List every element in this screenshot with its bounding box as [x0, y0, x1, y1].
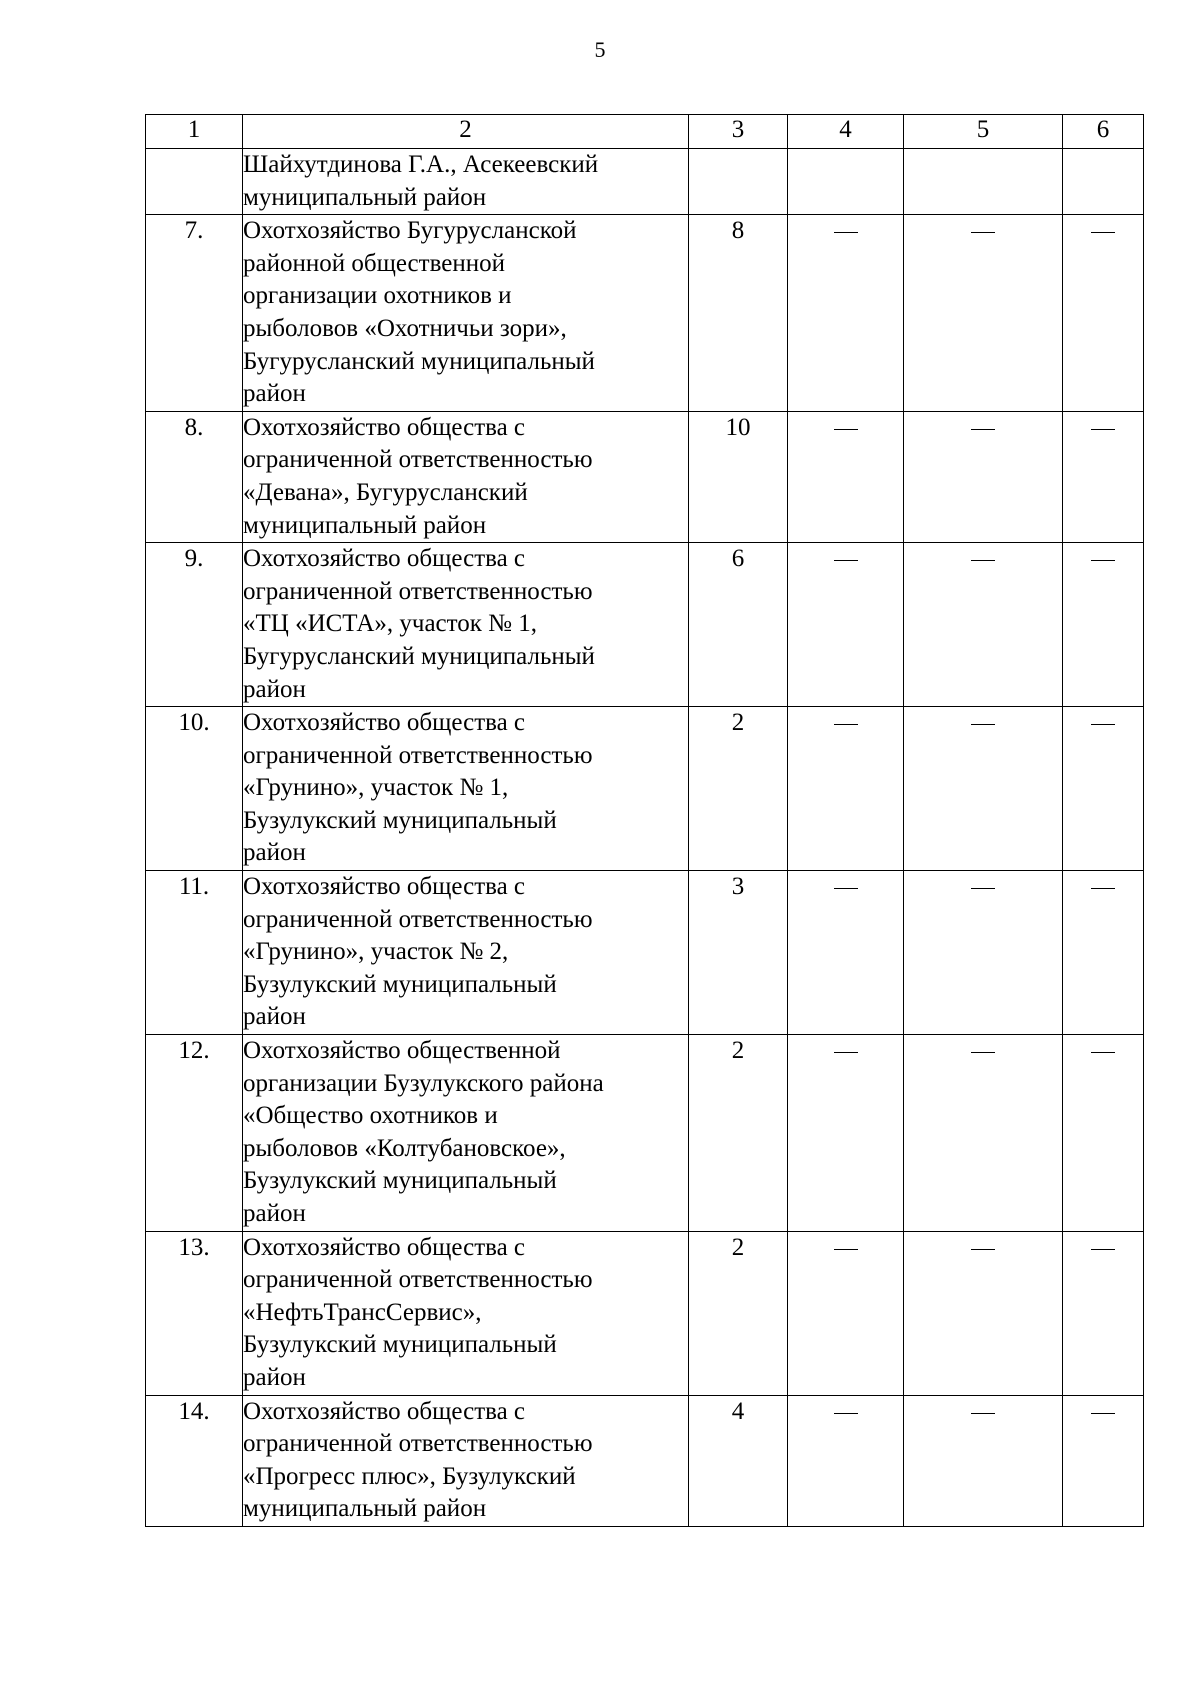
table-row	[146, 1035, 1144, 1232]
name-line: Бугурусланский муниципальный	[243, 347, 595, 375]
name-line: «Девана», Бугурусланский	[243, 478, 528, 506]
name-line: район	[243, 1003, 306, 1031]
col6-cell	[1063, 1395, 1144, 1526]
name-line: Бугурусланский муниципальный	[243, 642, 595, 670]
col4-cell	[788, 871, 904, 1035]
header-cell: 5	[904, 115, 1063, 149]
name-line: район	[243, 1200, 306, 1227]
row-number-cell: 10.	[146, 707, 243, 871]
col6-cell	[1063, 543, 1144, 707]
col5-cell	[904, 1395, 1063, 1526]
name-line: Бузулукский муниципальный	[243, 1331, 557, 1359]
header-cell: 3	[689, 115, 788, 149]
col4-cell	[788, 543, 904, 707]
table-header-row	[146, 115, 1144, 149]
name-line: Охотхозяйство Бугурусланской	[243, 217, 577, 245]
hunting-ground-name-cell	[243, 149, 689, 215]
name-line: организации охотников и	[243, 282, 512, 310]
row-number-cell: 9.	[146, 543, 243, 707]
col4-cell	[788, 1395, 904, 1526]
hunting-ground-name-cell	[243, 871, 689, 1035]
dash-mark	[971, 888, 995, 889]
table-row	[146, 707, 1144, 871]
header-cell: 6	[1063, 115, 1144, 149]
name-line: район	[243, 675, 306, 703]
name-line: ограниченной ответственностью	[243, 905, 593, 933]
dash-mark	[1091, 1052, 1115, 1053]
table-row	[146, 871, 1144, 1035]
table-row	[146, 543, 1144, 707]
dash-mark	[834, 888, 858, 889]
name-line: Охотхозяйство общественной	[243, 1037, 561, 1065]
name-line: организации Бузулукского района	[243, 1069, 604, 1097]
col6-cell	[1063, 871, 1144, 1035]
dash-mark	[834, 1249, 858, 1250]
name-line: Охотхозяйство общества с	[243, 873, 526, 901]
hunting-ground-name-cell	[243, 1395, 689, 1526]
table-row	[146, 215, 1144, 412]
dash-mark	[834, 232, 858, 233]
name-line: ограниченной ответственностью	[243, 1430, 593, 1458]
name-line: район	[243, 1363, 306, 1391]
name-line: «НефтьТрансСервис»,	[243, 1298, 482, 1326]
name-line: район	[243, 380, 306, 408]
col5-cell	[904, 871, 1063, 1035]
name-line: ограниченной ответственностью	[243, 446, 593, 474]
col4-cell	[788, 411, 904, 542]
name-line: ограниченной ответственностью	[243, 741, 593, 769]
hunting-ground-name-cell	[243, 215, 689, 412]
dash-mark	[834, 429, 858, 430]
count-cell: 4	[689, 1395, 788, 1526]
name-line: Охотхозяйство общества с	[243, 413, 526, 441]
col4-cell	[788, 215, 904, 412]
col6-cell	[1063, 149, 1144, 215]
dash-mark	[971, 1413, 995, 1414]
name-line: Бузулукский муниципальный	[243, 806, 557, 834]
name-line: рыболовов «Колтубановское»,	[243, 1134, 566, 1162]
count-cell	[689, 149, 788, 215]
col5-cell	[904, 411, 1063, 542]
table-row	[146, 1395, 1144, 1526]
name-line: Шайхутдинова Г.А., Асекеевский	[243, 151, 599, 178]
dash-mark	[971, 232, 995, 233]
count-cell: 6	[689, 543, 788, 707]
name-line: «Прогресс плюс», Бузулукский	[243, 1462, 576, 1490]
row-number-cell: 7.	[146, 215, 243, 412]
dash-mark	[834, 560, 858, 561]
col5-cell	[904, 543, 1063, 707]
hunting-grounds-table	[145, 114, 1144, 1527]
dash-mark	[971, 1052, 995, 1053]
count-cell: 2	[689, 1035, 788, 1232]
count-cell: 3	[689, 871, 788, 1035]
row-number-cell: 13.	[146, 1231, 243, 1395]
row-number-cell: 8.	[146, 411, 243, 542]
name-line: районной общественной	[243, 249, 505, 277]
name-line: Бузулукский муниципальный	[243, 970, 557, 998]
hunting-ground-name-cell	[243, 411, 689, 542]
dash-mark	[834, 1052, 858, 1053]
name-line: Охотхозяйство общества с	[243, 545, 526, 573]
dash-mark	[971, 724, 995, 725]
col4-cell	[788, 149, 904, 215]
dash-mark	[971, 560, 995, 561]
name-line: «Грунино», участок № 1,	[243, 774, 509, 802]
table-row	[146, 149, 1144, 215]
row-number-cell: 14.	[146, 1395, 243, 1526]
hunting-ground-name-cell	[243, 543, 689, 707]
header-cell: 1	[146, 115, 243, 149]
count-cell: 2	[689, 707, 788, 871]
col6-cell	[1063, 707, 1144, 871]
col6-cell	[1063, 215, 1144, 412]
col6-cell	[1063, 1231, 1144, 1395]
name-line: Охотхозяйство общества с	[243, 1397, 526, 1425]
dash-mark	[834, 1413, 858, 1414]
col6-cell	[1063, 1035, 1144, 1232]
dash-mark	[1091, 1413, 1115, 1414]
header-cell: 4	[788, 115, 904, 149]
col5-cell	[904, 215, 1063, 412]
dash-mark	[834, 724, 858, 725]
page-number: 5	[594, 37, 606, 62]
col6-cell	[1063, 411, 1144, 542]
row-number-cell: 11.	[146, 871, 243, 1035]
col4-cell	[788, 707, 904, 871]
col4-cell	[788, 1035, 904, 1232]
table-row	[146, 1231, 1144, 1395]
name-line: рыболовов «Охотничьи зори»,	[243, 314, 567, 342]
col5-cell	[904, 1035, 1063, 1232]
dash-mark	[971, 429, 995, 430]
col4-cell	[788, 1231, 904, 1395]
name-line: муниципальный район	[243, 511, 487, 539]
name-line: ограниченной ответственностью	[243, 577, 593, 605]
name-line: муниципальный район	[243, 183, 487, 211]
row-number-cell: 12.	[146, 1035, 243, 1232]
hunting-ground-name-cell	[243, 1035, 689, 1232]
col5-cell	[904, 707, 1063, 871]
name-line: Охотхозяйство общества с	[243, 709, 526, 737]
dash-mark	[1091, 429, 1115, 430]
count-cell: 10	[689, 411, 788, 542]
name-line: Охотхозяйство общества с	[243, 1233, 526, 1261]
name-line: муниципальный район	[243, 1495, 487, 1523]
name-line: «Общество охотников и	[243, 1102, 498, 1130]
dash-mark	[971, 1249, 995, 1250]
dash-mark	[1091, 888, 1115, 889]
name-line: район	[243, 839, 306, 867]
col5-cell	[904, 1231, 1063, 1395]
table-row	[146, 411, 1144, 542]
name-line: Бузулукский муниципальный	[243, 1167, 557, 1195]
name-line: ограниченной ответственностью	[243, 1266, 593, 1294]
col5-cell	[904, 149, 1063, 215]
count-cell: 8	[689, 215, 788, 412]
dash-mark	[1091, 232, 1115, 233]
row-number-cell	[146, 149, 243, 215]
dash-mark	[1091, 1249, 1115, 1250]
hunting-ground-name-cell	[243, 707, 689, 871]
name-line: «ТЦ «ИСТА», участок № 1,	[243, 610, 537, 638]
name-line: «Грунино», участок № 2,	[243, 938, 509, 966]
hunting-ground-name-cell	[243, 1231, 689, 1395]
count-cell: 2	[689, 1231, 788, 1395]
dash-mark	[1091, 560, 1115, 561]
header-cell: 2	[243, 115, 689, 149]
dash-mark	[1091, 724, 1115, 725]
